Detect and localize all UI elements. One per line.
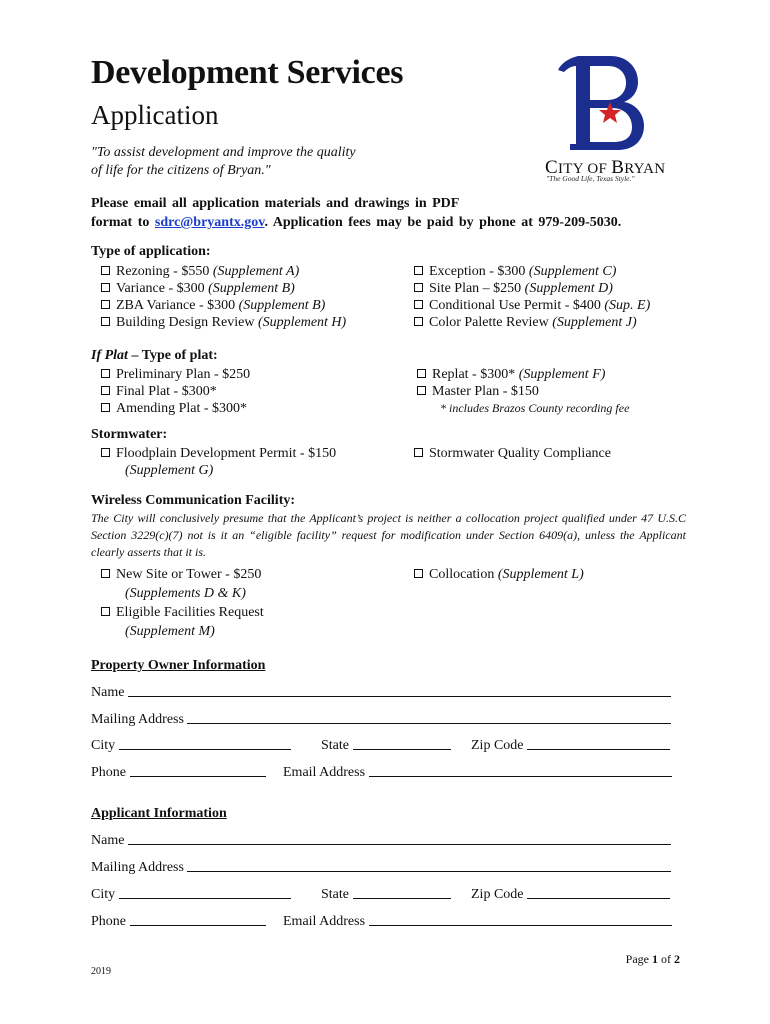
- option-variance[interactable]: [101, 280, 346, 297]
- checkbox[interactable]: [101, 266, 110, 275]
- option-label: Variance - $300: [116, 281, 209, 296]
- owner-state-label: State: [321, 738, 349, 753]
- applicant-phone-label: Phone: [91, 914, 126, 929]
- applicant-zip-row: [471, 886, 670, 903]
- option-eligible-facilities[interactable]: [101, 603, 264, 622]
- checkbox[interactable]: [414, 448, 423, 457]
- option-site-plan[interactable]: [414, 280, 650, 297]
- logo-c: C: [545, 157, 558, 178]
- option-label: ZBA Variance - $300: [116, 298, 239, 313]
- owner-name-field[interactable]: [128, 684, 671, 697]
- checkbox[interactable]: [414, 283, 423, 292]
- plat-footnote: * includes Brazos County recording fee: [440, 401, 630, 415]
- page-of: of: [658, 952, 674, 966]
- owner-email-field[interactable]: [369, 764, 672, 777]
- applicant-email-row: [283, 913, 672, 930]
- wireless-right: [414, 565, 584, 584]
- instructions: [91, 194, 691, 232]
- option-master-plan[interactable]: [417, 383, 605, 400]
- option-amending-plat[interactable]: [101, 400, 250, 417]
- owner-mailing-row: [91, 711, 671, 728]
- motto-line-2: of life for the citizens of Bryan.": [91, 163, 271, 178]
- checkbox[interactable]: [101, 607, 110, 616]
- option-supplement: (Supplement B): [238, 298, 326, 313]
- applicant-city-row: [91, 886, 291, 903]
- applicant-name-label: Name: [91, 833, 125, 848]
- instructions-line-1: Please email all application materials and drawings in PDF: [91, 196, 460, 211]
- logo-b: B: [611, 157, 625, 178]
- plat-title-italic: If Plat: [91, 348, 128, 363]
- checkbox[interactable]: [101, 283, 110, 292]
- checkbox[interactable]: [101, 403, 110, 412]
- option-label: Building Design Review: [116, 315, 258, 330]
- instructions-suffix: . Application fees may be paid by phone at 979-209-5030.: [264, 215, 622, 230]
- applicant-name-row: [91, 832, 671, 849]
- option-label: Exception - $300: [429, 264, 529, 279]
- checkbox[interactable]: [414, 317, 423, 326]
- applicant-email-field[interactable]: [369, 913, 672, 926]
- applicant-state-label: State: [321, 887, 349, 902]
- checkbox[interactable]: [414, 266, 423, 275]
- plat-title-rest: – Type of plat:: [127, 348, 218, 363]
- applicant-phone-row: [91, 913, 266, 930]
- applicant-mailing-row: [91, 859, 671, 876]
- checkbox[interactable]: [101, 448, 110, 457]
- option-floodplain-permit[interactable]: [101, 445, 336, 462]
- page-current: 1: [652, 952, 658, 966]
- option-label: Collocation: [429, 567, 498, 582]
- option-label: Replat - $300*: [432, 367, 519, 382]
- applicant-state-field[interactable]: [353, 886, 451, 899]
- checkbox[interactable]: [101, 386, 110, 395]
- applicant-zip-label: Zip Code: [471, 887, 524, 902]
- owner-phone-field[interactable]: [130, 764, 266, 777]
- applicant-name-field[interactable]: [128, 832, 671, 845]
- owner-mailing-field[interactable]: [187, 711, 671, 724]
- owner-city-field[interactable]: [119, 737, 291, 750]
- checkbox[interactable]: [417, 386, 426, 395]
- option-supplement: (Supplements D & K): [125, 586, 246, 601]
- option-supplement: (Sup. E): [604, 298, 651, 313]
- option-label: Eligible Facilities Request: [116, 605, 264, 620]
- option-supplement: (Supplement M): [125, 624, 215, 639]
- wireless-title: Wireless Communication Facility:: [91, 493, 296, 508]
- checkbox[interactable]: [417, 369, 426, 378]
- applicant-city-label: City: [91, 887, 116, 902]
- option-supplement: (Supplement D): [524, 281, 613, 296]
- application-type-right: [414, 263, 650, 331]
- applicant-section-title: Applicant Information: [91, 806, 227, 821]
- option-label: Floodplain Development Permit - $150: [116, 446, 337, 461]
- checkbox[interactable]: [101, 569, 110, 578]
- option-zba-variance[interactable]: [101, 297, 346, 314]
- owner-zip-row: [471, 737, 670, 754]
- owner-phone-label: Phone: [91, 765, 126, 780]
- wireless-note: The City will conclusively presume that the Applicant’s project is neither a collocation project qualified under 47 U.S.C Section 3229(c)(7) not is it an “eligible facility” request for modification under Section 6409(a), unless the Applicant clearly asserts that it is.: [91, 511, 686, 559]
- option-label: New Site or Tower - $250: [116, 567, 262, 582]
- page-prefix: Page: [625, 952, 652, 966]
- option-label: Preliminary Plan - $250: [116, 367, 251, 382]
- checkbox[interactable]: [101, 317, 110, 326]
- logo-ryan: RYAN: [624, 161, 666, 177]
- owner-zip-label: Zip Code: [471, 738, 524, 753]
- option-supplement: (Supplement H): [257, 315, 347, 330]
- instructions-prefix: format to: [91, 215, 155, 230]
- option-label: Stormwater Quality Compliance: [429, 446, 611, 461]
- email-link[interactable]: sdrc@bryantx.gov: [154, 215, 265, 230]
- option-label: Site Plan – $250: [429, 281, 525, 296]
- checkbox[interactable]: [414, 300, 423, 309]
- motto-line-1: "To assist development and improve the quality: [91, 145, 356, 160]
- option-label: Final Plat - $300*: [116, 384, 217, 399]
- application-type-title: Type of application:: [91, 244, 211, 259]
- applicant-mailing-field[interactable]: [187, 859, 671, 872]
- option-supplement: (Supplement F): [518, 367, 606, 382]
- applicant-state-row: [321, 886, 451, 903]
- motto: [91, 144, 411, 180]
- stormwater-left: [101, 445, 336, 479]
- option-supplement: (Supplement G): [125, 463, 214, 478]
- owner-name-label: Name: [91, 685, 125, 700]
- option-exception[interactable]: [414, 263, 650, 280]
- owner-name-row: [91, 684, 671, 701]
- option-supplement: (Supplement C): [528, 264, 617, 279]
- owner-zip-field[interactable]: [527, 737, 670, 750]
- option-label: Amending Plat - $300*: [116, 401, 248, 416]
- wireless-left: [101, 565, 264, 641]
- owner-phone-row: [91, 764, 266, 781]
- applicant-city-field[interactable]: [119, 886, 291, 899]
- page-total: 2: [674, 952, 680, 966]
- option-supplement: (Supplement L): [497, 567, 584, 582]
- option-supplement: (Supplement A): [212, 264, 300, 279]
- stormwater-title: Stormwater:: [91, 427, 168, 442]
- option-label: Master Plan - $150: [432, 384, 539, 399]
- checkbox[interactable]: [101, 300, 110, 309]
- option-building-design-review[interactable]: [101, 314, 346, 331]
- plat-title: [91, 348, 218, 364]
- document-year: 2019: [91, 966, 111, 977]
- applicant-mailing-label: Mailing Address: [91, 860, 184, 875]
- option-new-site-tower[interactable]: [101, 565, 264, 584]
- option-supplement: (Supplement J): [552, 315, 637, 330]
- option-label: Rezoning - $550: [116, 264, 213, 279]
- checkbox[interactable]: [101, 369, 110, 378]
- instructions-line-2: [91, 213, 691, 232]
- option-final-plat[interactable]: [101, 383, 250, 400]
- logo-ity: ITY OF: [557, 161, 612, 177]
- applicant-phone-field[interactable]: [130, 913, 266, 926]
- option-preliminary-plan[interactable]: [101, 366, 250, 383]
- owner-email-label: Email Address: [283, 765, 366, 780]
- option-label: Conditional Use Permit - $400: [429, 298, 605, 313]
- option-collocation[interactable]: [414, 565, 584, 584]
- option-replat[interactable]: [417, 366, 605, 383]
- applicant-zip-field[interactable]: [527, 886, 670, 899]
- owner-section-title: Property Owner Information: [91, 658, 266, 673]
- plat-right: [417, 366, 605, 400]
- option-rezoning[interactable]: [101, 263, 346, 280]
- application-type-left: [101, 263, 346, 331]
- option-stormwater-quality[interactable]: [414, 445, 611, 462]
- page-number: [626, 952, 680, 967]
- applicant-email-label: Email Address: [283, 914, 366, 929]
- owner-city-row: [91, 737, 291, 754]
- checkbox[interactable]: [414, 569, 423, 578]
- option-label: Color Palette Review: [429, 315, 553, 330]
- option-conditional-use-permit[interactable]: [414, 297, 650, 314]
- logo-tagline: "The Good Life, Texas Style.": [546, 174, 635, 183]
- stormwater-right: [414, 445, 611, 462]
- page-title: Development Services: [91, 54, 404, 91]
- plat-left: [101, 366, 250, 417]
- owner-email-row: [283, 764, 672, 781]
- owner-state-row: [321, 737, 451, 754]
- logo-b-letter: [558, 56, 644, 150]
- owner-state-field[interactable]: [353, 737, 451, 750]
- option-color-palette-review[interactable]: [414, 314, 650, 331]
- owner-mailing-label: Mailing Address: [91, 712, 184, 727]
- page-subtitle: Application: [91, 100, 219, 130]
- option-supplement: (Supplement B): [208, 281, 295, 296]
- owner-city-label: City: [91, 738, 116, 753]
